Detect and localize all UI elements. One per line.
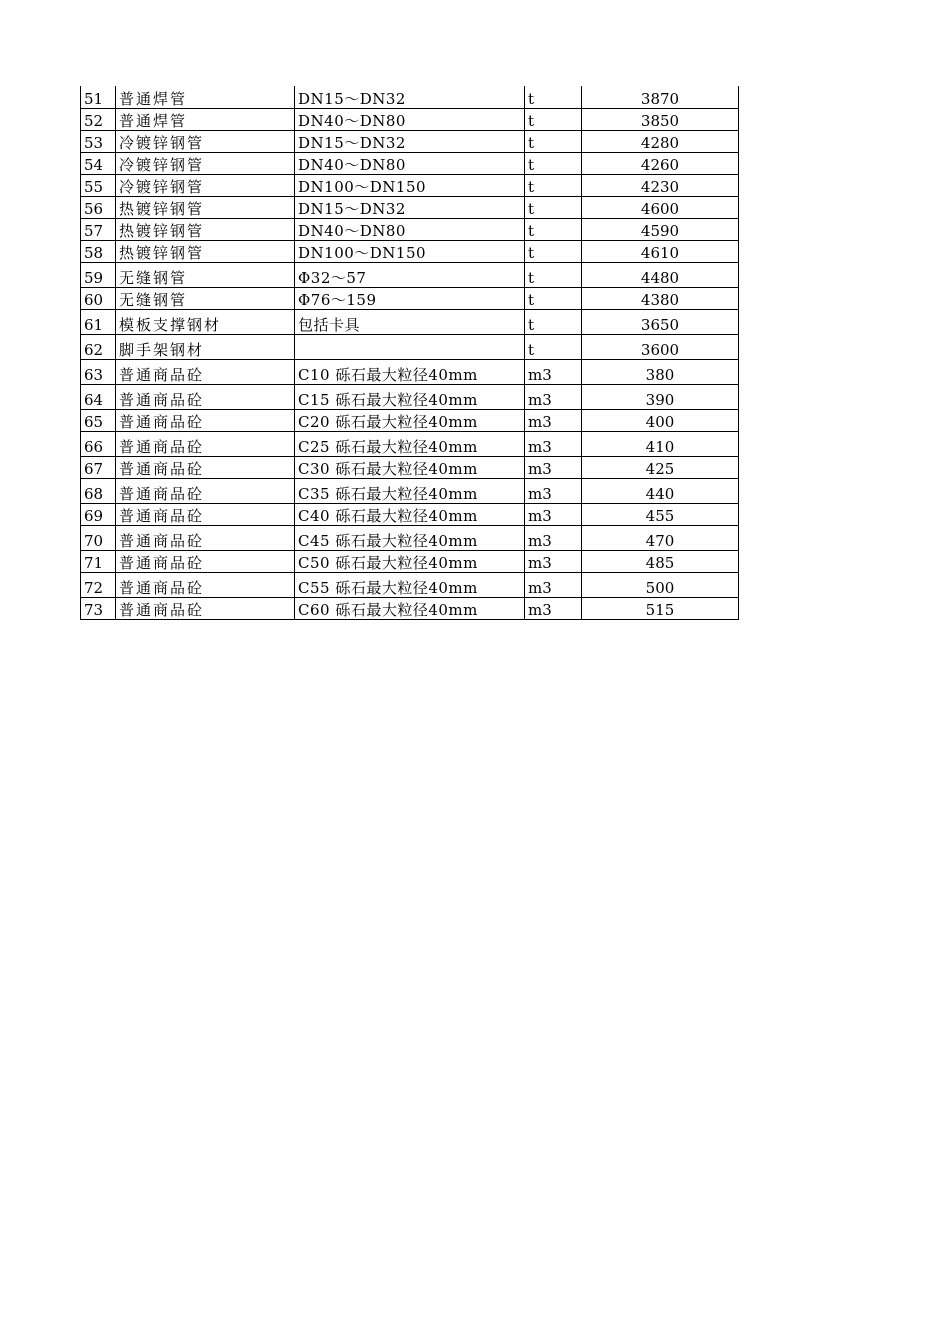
row-number: 64 [81, 384, 116, 409]
unit: m3 [525, 409, 582, 431]
material-name: 模板支撑钢材 [116, 309, 295, 334]
unit-price: 4380 [582, 287, 739, 309]
table-row [81, 456, 739, 478]
material-spec: C35 砾石最大粒径40mm [295, 478, 525, 503]
material-spec: C60 砾石最大粒径40mm [295, 597, 525, 619]
row-number: 60 [81, 287, 116, 309]
material-spec: C10 砾石最大粒径40mm [295, 359, 525, 384]
unit-price: 500 [582, 572, 739, 597]
unit: m3 [525, 478, 582, 503]
table-row [81, 597, 739, 619]
material-name: 脚手架钢材 [116, 334, 295, 359]
unit-price: 425 [582, 456, 739, 478]
unit: m3 [525, 572, 582, 597]
material-spec: DN15～DN32 [295, 196, 525, 218]
table-row [81, 152, 739, 174]
unit: t [525, 174, 582, 196]
row-number: 62 [81, 334, 116, 359]
material-spec: C40 砾石最大粒径40mm [295, 503, 525, 525]
material-name: 普通商品砼 [116, 409, 295, 431]
unit-price: 485 [582, 550, 739, 572]
table-row [81, 431, 739, 456]
unit: m3 [525, 597, 582, 619]
unit: t [525, 309, 582, 334]
table-row [81, 174, 739, 196]
unit: m3 [525, 456, 582, 478]
material-name: 普通商品砼 [116, 503, 295, 525]
table-row [81, 572, 739, 597]
material-spec: C20 砾石最大粒径40mm [295, 409, 525, 431]
unit-price: 440 [582, 478, 739, 503]
material-spec: DN100～DN150 [295, 240, 525, 262]
unit: t [525, 196, 582, 218]
material-spec: DN15～DN32 [295, 130, 525, 152]
unit: m3 [525, 550, 582, 572]
unit: m3 [525, 525, 582, 550]
unit: t [525, 130, 582, 152]
material-name: 冷镀锌钢管 [116, 152, 295, 174]
unit: t [525, 152, 582, 174]
material-name: 无缝钢管 [116, 287, 295, 309]
table-row [81, 359, 739, 384]
unit: t [525, 86, 582, 108]
table-row [81, 525, 739, 550]
table-row [81, 478, 739, 503]
row-number: 56 [81, 196, 116, 218]
table-row [81, 287, 739, 309]
material-spec: DN40～DN80 [295, 152, 525, 174]
unit: t [525, 287, 582, 309]
material-spec: C45 砾石最大粒径40mm [295, 525, 525, 550]
unit-price: 380 [582, 359, 739, 384]
row-number: 59 [81, 262, 116, 287]
material-name: 冷镀锌钢管 [116, 130, 295, 152]
material-name: 无缝钢管 [116, 262, 295, 287]
unit-price: 410 [582, 431, 739, 456]
table-row [81, 86, 739, 108]
table-row [81, 130, 739, 152]
unit-price: 3600 [582, 334, 739, 359]
material-name: 普通焊管 [116, 108, 295, 130]
table-row [81, 196, 739, 218]
row-number: 70 [81, 525, 116, 550]
row-number: 55 [81, 174, 116, 196]
material-name: 普通商品砼 [116, 525, 295, 550]
material-spec: 包括卡具 [295, 309, 525, 334]
unit-price: 4600 [582, 196, 739, 218]
row-number: 63 [81, 359, 116, 384]
unit: m3 [525, 431, 582, 456]
row-number: 71 [81, 550, 116, 572]
material-spec: C30 砾石最大粒径40mm [295, 456, 525, 478]
material-spec: DN15～DN32 [295, 86, 525, 108]
row-number: 69 [81, 503, 116, 525]
unit-price: 4480 [582, 262, 739, 287]
price-table [80, 86, 739, 620]
unit-price: 470 [582, 525, 739, 550]
material-name: 热镀锌钢管 [116, 240, 295, 262]
table-row [81, 409, 739, 431]
material-spec [295, 334, 525, 359]
table-row [81, 262, 739, 287]
material-spec: C50 砾石最大粒径40mm [295, 550, 525, 572]
material-name: 普通商品砼 [116, 597, 295, 619]
unit: t [525, 334, 582, 359]
unit-price: 4260 [582, 152, 739, 174]
unit-price: 3650 [582, 309, 739, 334]
row-number: 68 [81, 478, 116, 503]
unit: t [525, 262, 582, 287]
material-name: 普通商品砼 [116, 359, 295, 384]
material-name: 热镀锌钢管 [116, 218, 295, 240]
unit-price: 390 [582, 384, 739, 409]
row-number: 72 [81, 572, 116, 597]
material-name: 普通商品砼 [116, 431, 295, 456]
material-spec: Φ76～159 [295, 287, 525, 309]
unit-price: 4590 [582, 218, 739, 240]
unit: m3 [525, 359, 582, 384]
row-number: 51 [81, 86, 116, 108]
material-spec: C25 砾石最大粒径40mm [295, 431, 525, 456]
unit-price: 4610 [582, 240, 739, 262]
row-number: 52 [81, 108, 116, 130]
row-number: 73 [81, 597, 116, 619]
unit: m3 [525, 384, 582, 409]
table-row [81, 218, 739, 240]
row-number: 66 [81, 431, 116, 456]
table-row [81, 503, 739, 525]
table-row [81, 550, 739, 572]
unit: t [525, 108, 582, 130]
unit-price: 515 [582, 597, 739, 619]
table-row [81, 309, 739, 334]
unit-price: 400 [582, 409, 739, 431]
unit: m3 [525, 503, 582, 525]
row-number: 57 [81, 218, 116, 240]
material-spec: C15 砾石最大粒径40mm [295, 384, 525, 409]
table-row [81, 108, 739, 130]
material-name: 普通商品砼 [116, 478, 295, 503]
material-spec: DN40～DN80 [295, 108, 525, 130]
table-row [81, 334, 739, 359]
material-spec: Φ32～57 [295, 262, 525, 287]
unit-price: 3870 [582, 86, 739, 108]
row-number: 61 [81, 309, 116, 334]
table-row [81, 240, 739, 262]
unit-price: 3850 [582, 108, 739, 130]
material-name: 热镀锌钢管 [116, 196, 295, 218]
row-number: 65 [81, 409, 116, 431]
material-name: 普通焊管 [116, 86, 295, 108]
row-number: 53 [81, 130, 116, 152]
row-number: 58 [81, 240, 116, 262]
material-spec: DN100～DN150 [295, 174, 525, 196]
row-number: 67 [81, 456, 116, 478]
material-name: 普通商品砼 [116, 384, 295, 409]
unit-price: 4280 [582, 130, 739, 152]
material-name: 普通商品砼 [116, 572, 295, 597]
unit: t [525, 218, 582, 240]
unit-price: 455 [582, 503, 739, 525]
material-name: 普通商品砼 [116, 456, 295, 478]
table-row [81, 384, 739, 409]
unit-price: 4230 [582, 174, 739, 196]
material-spec: C55 砾石最大粒径40mm [295, 572, 525, 597]
material-name: 冷镀锌钢管 [116, 174, 295, 196]
row-number: 54 [81, 152, 116, 174]
material-spec: DN40～DN80 [295, 218, 525, 240]
material-name: 普通商品砼 [116, 550, 295, 572]
unit: t [525, 240, 582, 262]
price-table-body [81, 86, 739, 619]
